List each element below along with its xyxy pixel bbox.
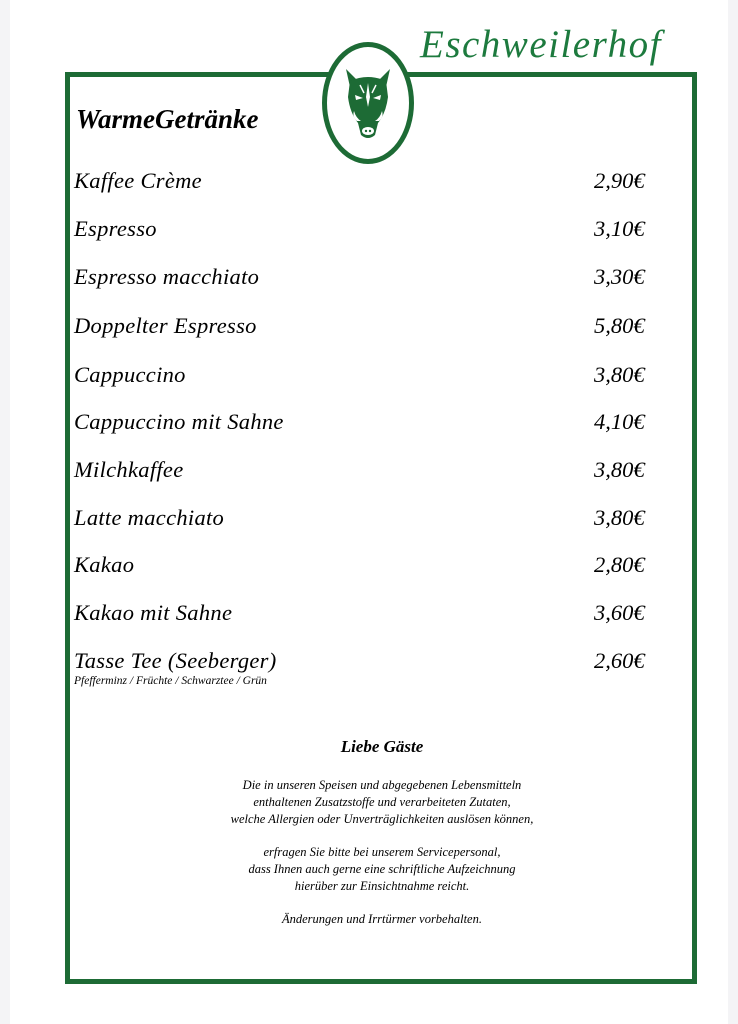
menu-item: [74, 457, 674, 487]
item-name: Cappuccino mit Sahne: [74, 409, 284, 434]
item-name: Kakao: [74, 552, 135, 577]
item-name: Kaffee Crème: [74, 168, 202, 193]
item-name: Espresso: [74, 216, 157, 241]
item-name: Kakao mit Sahne: [74, 600, 233, 625]
notice-line: erfragen Sie bitte bei unserem Servicepersonal,: [263, 845, 501, 859]
menu-item: [74, 505, 674, 535]
notice-line: enthaltenen Zusatzstoffe und verarbeiteten Zutaten,: [253, 795, 511, 809]
menu-item: [74, 409, 674, 439]
menu-item: [74, 648, 674, 687]
notice-line: Die in unseren Speisen und abgegebenen Lebensmitteln: [242, 778, 522, 792]
item-price: 3,80€: [594, 505, 645, 530]
item-price: 2,90€: [594, 168, 645, 193]
item-price: 5,80€: [594, 313, 645, 338]
item-name: Tasse Tee (Seeberger): [74, 648, 277, 673]
item-price: 3,10€: [594, 216, 645, 241]
section-title: WarmeGetränke: [76, 104, 259, 134]
item-price: 3,80€: [594, 457, 645, 482]
brand-name: Eschweilerhof: [420, 23, 662, 66]
item-price: 4,10€: [594, 409, 645, 434]
item-price: 3,60€: [594, 600, 645, 625]
item-subtitle: Pfefferminz / Früchte / Schwarztee / Grün: [74, 675, 267, 687]
item-name: Espresso macchiato: [74, 264, 260, 289]
logo-emblem: [322, 42, 414, 164]
item-name: Doppelter Espresso: [74, 313, 257, 338]
menu-item: [74, 168, 674, 198]
notice-line: hierüber zur Einsichtnahme reicht.: [294, 879, 470, 893]
menu-item: [74, 362, 674, 392]
notice-line: welche Allergien oder Unverträglichkeiten auslösen können,: [230, 812, 534, 826]
boar-head-icon: [340, 63, 396, 143]
item-name: Milchkaffee: [74, 457, 184, 482]
item-name: Cappuccino: [74, 362, 186, 387]
menu-item: [74, 313, 674, 343]
notice-title: Liebe Gäste: [340, 737, 424, 756]
item-price: 3,80€: [594, 362, 645, 387]
item-price: 2,60€: [594, 648, 645, 673]
notice-line: dass Ihnen auch gerne eine schriftliche Aufzeichnung: [248, 862, 516, 876]
menu-item: [74, 264, 674, 294]
menu-item: [74, 600, 674, 630]
menu-item: [74, 552, 674, 582]
item-name: Latte macchiato: [74, 505, 225, 530]
item-price: 2,80€: [594, 552, 645, 577]
menu-item: [74, 216, 674, 246]
item-price: 3,30€: [594, 264, 645, 289]
notice-line: Änderungen und Irrtürmer vorbehalten.: [282, 912, 482, 926]
